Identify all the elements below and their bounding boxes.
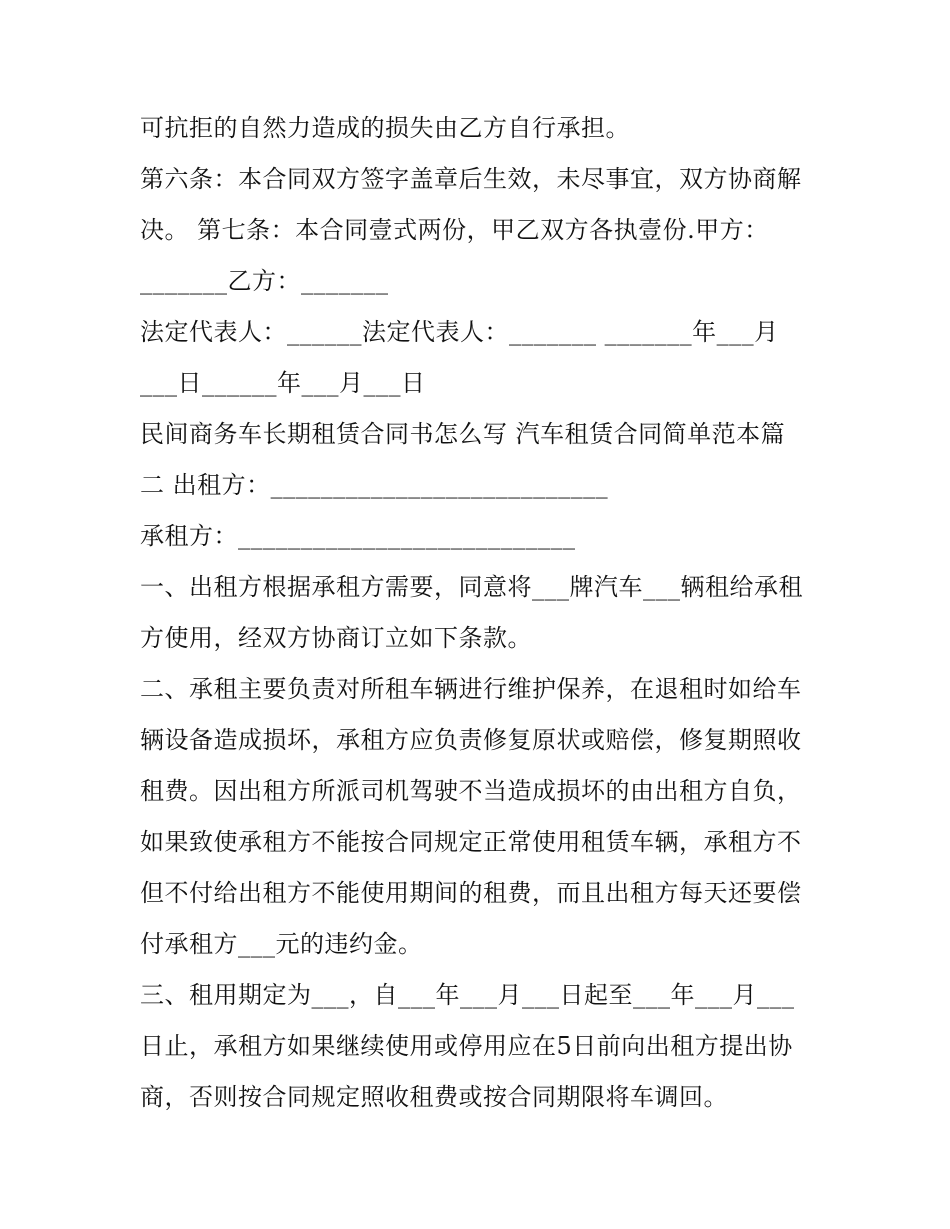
text-line-5: 法定代表人：______法定代表人：_______ _______年___月 xyxy=(140,318,779,346)
text-line-12: 二、承租主要负责对所租车辆进行维护保养，在退租时如给车 xyxy=(140,675,802,703)
text-line-14: 租费。因出租方所派司机驾驶不当造成损坏的由出租方自负， xyxy=(140,777,802,805)
text-line-10: 一、出租方根据承租方需要，同意将___牌汽车___辆租给承租 xyxy=(140,573,803,601)
text-line-18: 三、租用期定为___，自___年___月___日起至___年___月___ xyxy=(140,981,795,1009)
document-page xyxy=(140,103,820,1123)
text-line-6: ___日______年___月___日 xyxy=(140,369,426,397)
text-line-13: 辆设备造成损坏，承租方应负责修复原状或赔偿，修复期照收 xyxy=(140,726,802,754)
text-line-19: 日止，承租方如果继续使用或停用应在5日前向出租方提出协 xyxy=(140,1032,793,1060)
text-line-4: _______乙方：_______ xyxy=(140,267,389,295)
text-line-2: 第六条：本合同双方签字盖章后生效，未尽事宜，双方协商解 xyxy=(140,165,802,193)
text-line-16: 但不付给出租方不能使用期间的租费，而且出租方每天还要偿 xyxy=(140,879,802,907)
text-line-7: 民间商务车长期租赁合同书怎么写 汽车租赁合同简单范本篇 xyxy=(140,420,786,448)
text-line-9: 承租方：___________________________ xyxy=(140,522,576,550)
text-line-17: 付承租方___元的违约金。 xyxy=(140,930,423,958)
text-line-20: 商，否则按合同规定照收租费或按合同期限将车调回。 xyxy=(140,1083,728,1111)
text-line-11: 方使用，经双方协商订立如下条款。 xyxy=(140,624,532,652)
text-line-3: 决。 第七条：本合同壹式两份，甲乙双方各执壹份.甲方： xyxy=(140,216,769,244)
text-line-8: 二 出租方：___________________________ xyxy=(140,471,609,499)
text-line-1: 可抗拒的自然力造成的损失由乙方自行承担。 xyxy=(140,114,630,142)
text-line-15: 如果致使承租方不能按合同规定正常使用租赁车辆，承租方不 xyxy=(140,828,802,856)
